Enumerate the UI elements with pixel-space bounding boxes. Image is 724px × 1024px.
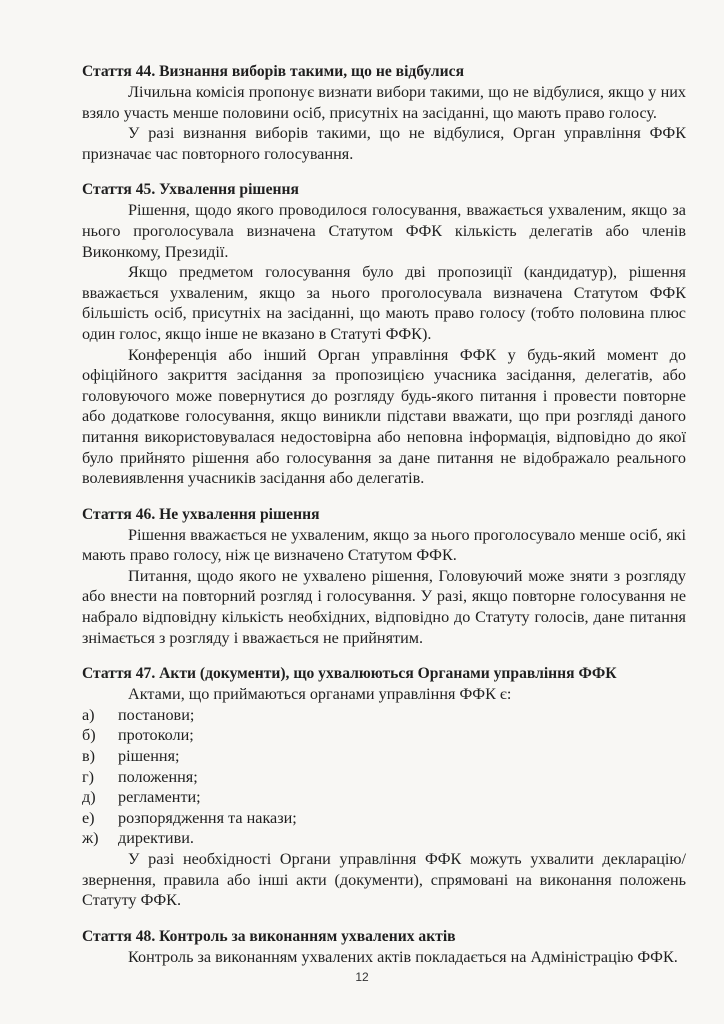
list-item-text: положення; bbox=[118, 767, 198, 786]
article-47 bbox=[82, 664, 686, 911]
list-item bbox=[82, 767, 686, 788]
document-body bbox=[82, 62, 686, 983]
paragraph: У разі визнання виборів такими, що не відбулися, Орган управління ФФК призначає час повторного голосування. bbox=[82, 124, 686, 163]
paragraph: Якщо предметом голосування було дві пропозиції (кандидатур), рішення вважається ухваленим, якщо за нього проголосувала визначена Статутом ФФК більшість осіб, присутніх на засіданні, що мають право голосу (тобто половина плюс один голос, якщо інше не вказано в Статуті ФФК). bbox=[82, 263, 686, 343]
list-marker: в) bbox=[82, 747, 96, 766]
acts-list bbox=[82, 705, 686, 849]
list-item-text: постанови; bbox=[118, 705, 195, 724]
list-marker: г) bbox=[82, 767, 95, 786]
list-marker: д) bbox=[82, 788, 96, 807]
article-heading: Стаття 44. Визнання виборів такими, що не відбулися bbox=[82, 63, 465, 80]
paragraph: Рішення, щодо якого проводилося голосування, вважається ухваленим, якщо за нього проголосувала визначена Статутом ФФК кількість делегатів або членів Виконкому, Президії. bbox=[82, 201, 686, 261]
list-item bbox=[82, 787, 686, 808]
list-item-text: регламенти; bbox=[118, 788, 201, 807]
page-number: 12 bbox=[355, 970, 369, 984]
paragraph: Контроль за виконанням ухвалених актів покладається на Адміністрацію ФФК. bbox=[128, 947, 678, 966]
list-item-text: протоколи; bbox=[118, 726, 194, 745]
list-intro: Актами, що приймаються органами управління ФФК є: bbox=[128, 685, 512, 704]
list-item bbox=[82, 705, 686, 726]
list-item bbox=[82, 746, 686, 767]
article-heading: Стаття 48. Контроль за виконанням ухвалених актів bbox=[82, 927, 456, 945]
list-marker: а) bbox=[82, 705, 95, 724]
list-item bbox=[82, 725, 686, 746]
list-marker: б) bbox=[82, 726, 96, 745]
article-heading: Стаття 46. Не ухвалення рішення bbox=[82, 505, 320, 523]
list-item-text: розпорядження та накази; bbox=[118, 808, 297, 827]
paragraph: Лічильна комісія пропонує визнати вибори такими, що не відбулися, якщо у них взяло участь менше половини осіб, присутніх на засіданні, що мають право голосу. bbox=[82, 83, 686, 122]
article-48 bbox=[82, 927, 686, 968]
paragraph: У разі необхідності Органи управління ФФК можуть ухвалити декларацію/звернення, правила або інші акти (документи), спрямовані на виконання положень Статуту ФФК. bbox=[82, 850, 686, 910]
paragraph: Питання, щодо якого не ухвалено рішення, Головуючий може зняти з розгляду або внести на повторний розгляд і голосування. У разі, якщо повторне голосування не набрало відповідну кількість необхідних, відповідно до Статуту голосів, дане питання знімається з розгляду і вважається не прийнятим. bbox=[82, 566, 686, 647]
paragraph: Рішення вважається не ухваленим, якщо за нього проголосувало менше осіб, які мають право голосу, ніж це визначено Статутом ФФК. bbox=[82, 525, 686, 565]
list-item bbox=[82, 808, 686, 829]
article-46 bbox=[82, 505, 686, 649]
paragraph: Конференція або інший Орган управління ФФК у будь-який момент до офіційного закриття засідання за пропозицією учасника засідання, делегатів, або головуючого може повернутися до розгляду будь-якого питання і провести повторне або додаткове голосування, якщо виникли підстави вважати, що при розгляді даного питання використовувалася недостовірна або неповна інформація, відповідно до якої було прийнято рішення або голосування за дане питання не відображало реального волевиявлення учасників засідання або делегатів. bbox=[82, 345, 686, 488]
article-heading: Стаття 47. Акти (документи), що ухвалюються Органами управління ФФК bbox=[82, 665, 617, 683]
article-45 bbox=[82, 180, 686, 488]
list-item bbox=[82, 828, 686, 849]
list-item-text: рішення; bbox=[118, 747, 180, 766]
article-heading: Стаття 45. Ухвалення рішення bbox=[82, 181, 299, 199]
list-item-text: директиви. bbox=[118, 829, 194, 848]
article-44 bbox=[82, 62, 686, 164]
list-marker: е) bbox=[82, 808, 95, 827]
list-marker: ж) bbox=[82, 829, 99, 848]
